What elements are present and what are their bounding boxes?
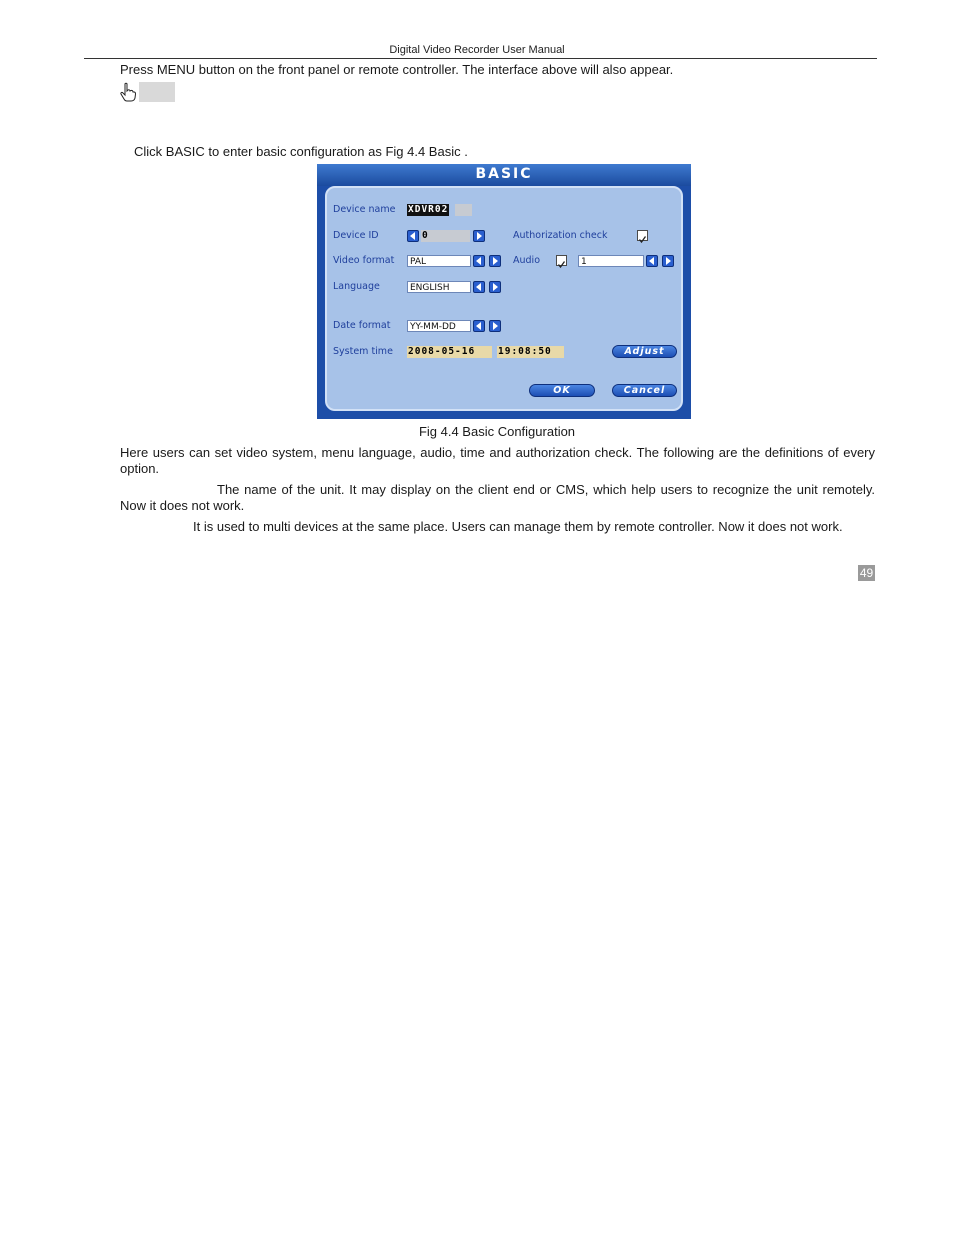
video-format-select[interactable]: PAL	[407, 255, 471, 267]
device-name-field[interactable]: XDVR02	[408, 204, 449, 215]
arrow-left-icon	[474, 256, 484, 266]
hand-pointer-icon	[119, 82, 137, 102]
arrow-left-icon	[647, 256, 657, 266]
device-id-label: Device ID	[333, 230, 379, 241]
device-name-label: Device name	[333, 204, 396, 215]
check-icon	[638, 235, 647, 244]
video-format-right-arrow[interactable]	[489, 255, 501, 267]
video-format-left-arrow[interactable]	[473, 255, 485, 267]
date-format-left-arrow[interactable]	[473, 320, 485, 332]
arrow-right-icon	[490, 321, 500, 331]
page-number: 49	[859, 566, 874, 580]
date-format-select[interactable]: YY-MM-DD	[407, 320, 471, 332]
video-format-label: Video format	[333, 255, 395, 266]
audio-left-arrow[interactable]	[646, 255, 658, 267]
intro-line-2: Click BASIC to enter basic configuration as Fig 4.4 Basic .	[134, 144, 468, 159]
language-left-arrow[interactable]	[473, 281, 485, 293]
system-time-date[interactable]: 2008-05-16	[407, 346, 492, 358]
authorization-check-label: Authorization check	[513, 230, 608, 241]
cancel-button[interactable]: Cancel	[612, 384, 677, 397]
system-time-label: System time	[333, 346, 393, 357]
audio-channel-select[interactable]: 1	[578, 255, 644, 267]
arrow-left-icon	[408, 231, 418, 241]
screen-title: BASIC	[475, 166, 533, 182]
intro-line-1: Press MENU button on the front panel or remote controller. The interface above will also appear.	[120, 62, 674, 77]
figure-caption: Fig 4.4 Basic Configuration	[418, 424, 576, 439]
adjust-button[interactable]: Adjust	[612, 345, 677, 358]
audio-label: Audio	[513, 255, 541, 266]
body-paragraph-1: Here users can set video system, menu language, audio, time and authorization check. The following are the definitions of every option.	[120, 445, 875, 476]
device-id-right-arrow[interactable]	[473, 230, 485, 242]
audio-right-arrow[interactable]	[662, 255, 674, 267]
system-time-clock[interactable]: 19:08:50	[497, 346, 564, 358]
dvr-basic-screen	[317, 164, 691, 419]
menu-icon-placeholder	[139, 82, 175, 102]
page-header: Digital Video Recorder User Manual	[389, 44, 565, 56]
arrow-right-icon	[490, 256, 500, 266]
body-paragraph-device-name: The name of the unit. It may display on the client end or CMS, which help users to recognize the unit remotely. Now it does not work.	[120, 482, 875, 513]
authorization-checkbox[interactable]	[637, 230, 648, 241]
audio-checkbox[interactable]	[556, 255, 567, 266]
arrow-left-icon	[474, 282, 484, 292]
device-id-value[interactable]: 0	[421, 230, 470, 242]
check-icon	[557, 260, 566, 269]
body-paragraph-device-id: It is used to multi devices at the same place. Users can manage them by remote controller. Now it does not work.	[193, 519, 843, 534]
date-format-label: Date format	[333, 320, 391, 331]
date-format-right-arrow[interactable]	[489, 320, 501, 332]
settings-panel	[325, 186, 683, 411]
language-right-arrow[interactable]	[489, 281, 501, 293]
language-label: Language	[333, 281, 380, 292]
arrow-right-icon	[663, 256, 673, 266]
ok-button[interactable]: OK	[529, 384, 595, 397]
device-name-field-pad	[455, 204, 472, 216]
arrow-right-icon	[474, 231, 484, 241]
arrow-left-icon	[474, 321, 484, 331]
language-select[interactable]: ENGLISH	[407, 281, 471, 293]
device-id-left-arrow[interactable]	[407, 230, 419, 242]
header-rule	[84, 58, 877, 59]
arrow-right-icon	[490, 282, 500, 292]
